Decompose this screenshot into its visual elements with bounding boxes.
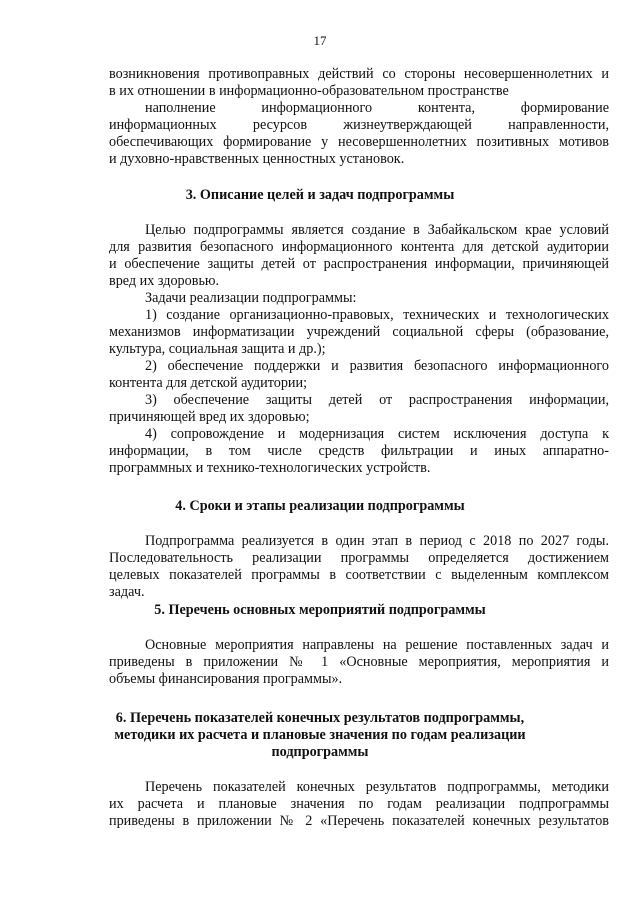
text-line: Задачи реализации подпрограммы: (145, 290, 357, 306)
text-line: их расчета и плановые значения по годам реализации подпрограммы (109, 796, 609, 812)
text-line: причиняющей вред их здоровью; (109, 409, 310, 425)
text-line: культура, социальная защита и др.); (109, 341, 326, 357)
text-line: для развития безопасного информационного контента для детской аудитории (109, 239, 609, 255)
text-line: информационных ресурсов жизнеутверждающей направленности, (109, 117, 609, 133)
text-line: приведены в приложении № 2 «Перечень показателей конечных результатов (109, 813, 609, 829)
text-line: обеспечивающих формирование у несовершеннолетних позитивных мотивов (109, 134, 609, 150)
text-line: объемы финансирования программы». (109, 671, 343, 687)
text-line: и обеспечение защиты детей от распространения информации, причиняющей (109, 256, 609, 272)
text-line: в их отношении в информационно-образовательном пространстве (109, 83, 509, 99)
section-heading: 5. Перечень основных мероприятий подпрограммы (154, 602, 486, 618)
section-heading: 6. Перечень показателей конечных результатов подпрограммы, (115, 710, 525, 726)
text-line: задач. (109, 584, 145, 600)
text-line: вред их здоровью. (109, 273, 220, 289)
text-line: и духовно-нравственных ценностных установок. (109, 151, 405, 167)
text-line: 3) обеспечение защиты детей от распространения информации, (145, 392, 609, 408)
section-heading: 3. Описание целей и задач подпрограммы (185, 187, 455, 203)
text-line: наполнение информационного контента, формирование (145, 100, 609, 116)
text-line: возникновения противоправных действий со стороны несовершеннолетних и (109, 66, 609, 82)
text-line: Подпрограмма реализуется в один этап в период с 2018 по 2027 годы. (145, 533, 609, 549)
text-line: Перечень показателей конечных результатов подпрограммы, методики (145, 779, 609, 795)
text-line: Последовательность реализации программы определяется достижением (109, 550, 609, 566)
text-line: приведены в приложении № 1 «Основные мероприятия, мероприятия и (109, 654, 609, 670)
page-number: 17 (313, 33, 327, 48)
section-heading: подпрограммы (271, 744, 369, 760)
text-line: 4) сопровождение и модернизация систем исключения доступа к (145, 426, 609, 442)
text-line: целевых показателей программы в соответствии с выделенным комплексом (109, 567, 609, 583)
text-line: Целью подпрограммы является создание в Забайкальском крае условий (145, 222, 609, 238)
text-line: контента для детской аудитории; (109, 375, 308, 391)
section-heading: 4. Сроки и этапы реализации подпрограммы (175, 498, 465, 514)
text-line: программных и технико-технологических устройств. (109, 460, 431, 476)
text-line: 2) обеспечение поддержки и развития безопасного информационного (145, 358, 609, 374)
text-line: механизмов информатизации учреждений социальной сферы (образование, (109, 324, 609, 340)
text-line: информации, в том числе средств фильтрации и иных аппаратно- (109, 443, 609, 459)
section-heading: методики их расчета и плановые значения по годам реализации (114, 727, 526, 743)
text-line: 1) создание организационно-правовых, технических и технологических (145, 307, 609, 323)
text-line: Основные мероприятия направлены на решение поставленных задач и (145, 637, 609, 653)
